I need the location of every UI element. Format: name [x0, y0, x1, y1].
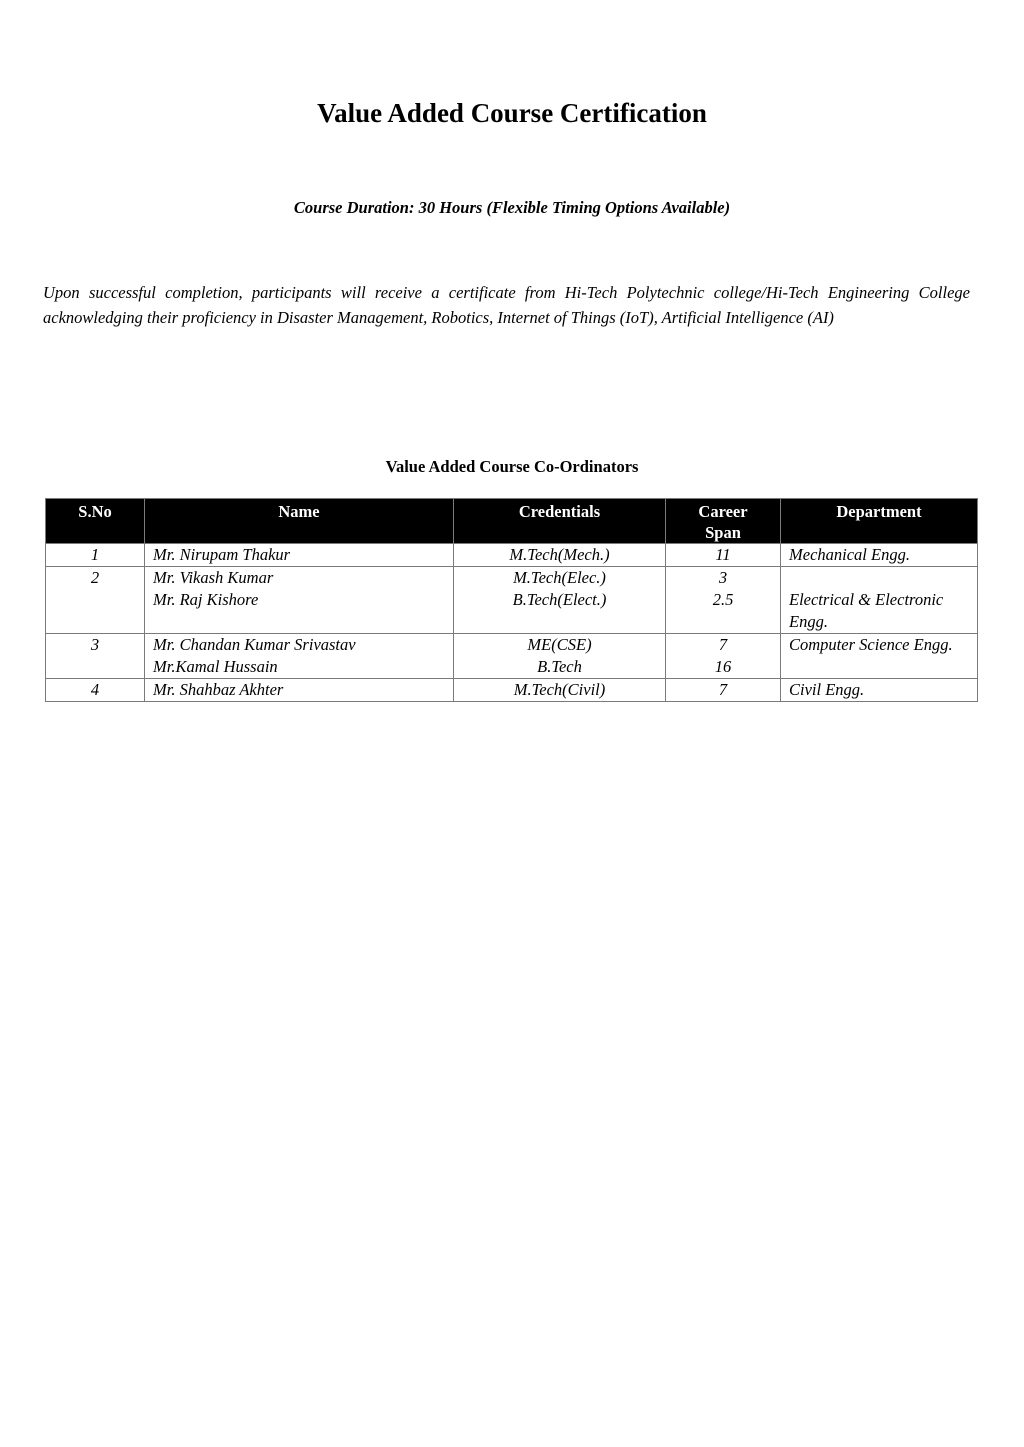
- cell-sno: 4: [46, 679, 145, 702]
- course-duration: Course Duration: 30 Hours (Flexible Timing Options Available): [293, 198, 731, 217]
- cell-name: [145, 634, 454, 679]
- coordinator-name: Mr. Raj Kishore: [153, 590, 259, 609]
- coordinator-career-span: 16: [714, 657, 732, 676]
- intro-paragraph: Upon successful completion, participants will receive a certificate from Hi-Tech Polytechnic college/Hi-Tech Engineering College acknowledging their proficiency in Disaster Management, Robotics, Internet of Things (IoT), Artificial Intelligence (AI): [43, 283, 970, 327]
- cell-sno: 1: [46, 544, 145, 567]
- column-header-department: Department: [781, 499, 978, 544]
- coordinator-credentials: M.Tech(Elec.): [513, 568, 606, 587]
- coordinators-heading: Value Added Course Co-Ordinators: [385, 457, 639, 476]
- department-line: Computer Science Engg.: [789, 635, 953, 654]
- column-header-name: Name: [145, 499, 454, 544]
- cell-department: [781, 679, 978, 702]
- cell-career-span: [666, 544, 781, 567]
- coordinator-credentials: M.Tech(Mech.): [509, 545, 610, 564]
- cell-career-span: [666, 567, 781, 634]
- coordinator-name: Mr.Kamal Hussain: [153, 657, 278, 676]
- cell-department: [781, 567, 978, 634]
- cell-credentials: [454, 634, 666, 679]
- column-header-credentials: Credentials: [454, 499, 666, 544]
- cell-name: [145, 544, 454, 567]
- coordinator-name: Mr. Vikash Kumar: [153, 568, 274, 587]
- cell-sno: 3: [46, 634, 145, 679]
- column-header-sno: S.No: [46, 499, 145, 544]
- department-line: Civil Engg.: [789, 680, 865, 699]
- coordinator-career-span: 11: [715, 545, 731, 564]
- coordinator-credentials: B.Tech: [537, 657, 582, 676]
- coordinator-career-span: 3: [718, 568, 728, 587]
- department-line: Mechanical Engg.: [789, 545, 910, 564]
- page-title: Value Added Course Certification: [317, 98, 707, 128]
- cell-credentials: [454, 679, 666, 702]
- coordinator-career-span: 2.5: [712, 590, 734, 609]
- table-row: [46, 679, 978, 702]
- cell-credentials: [454, 567, 666, 634]
- coordinator-name: Mr. Shahbaz Akhter: [153, 680, 284, 699]
- column-header-career-span: [666, 499, 781, 544]
- table-row: [46, 567, 978, 634]
- coordinator-name: Mr. Chandan Kumar Srivastav: [153, 635, 356, 654]
- cell-sno: 2: [46, 567, 145, 634]
- column-header-career-span-line2: Span: [705, 523, 741, 542]
- table-header-row: [46, 499, 978, 544]
- table-row: [46, 634, 978, 679]
- department-line: Electrical & Electronic Engg.: [789, 590, 944, 631]
- coordinator-career-span: 7: [718, 635, 728, 654]
- coordinator-credentials: B.Tech(Elect.): [512, 590, 607, 609]
- cell-department: [781, 634, 978, 679]
- cell-credentials: [454, 544, 666, 567]
- cell-career-span: [666, 634, 781, 679]
- coordinators-table: [45, 498, 978, 702]
- cell-name: [145, 567, 454, 634]
- column-header-career-span-line1: Career: [698, 502, 748, 521]
- department-line: [789, 567, 969, 589]
- coordinator-name: Mr. Nirupam Thakur: [153, 545, 291, 564]
- table-row: [46, 544, 978, 567]
- cell-name: [145, 679, 454, 702]
- coordinator-credentials: ME(CSE): [527, 635, 592, 654]
- coordinator-career-span: 7: [718, 680, 728, 699]
- coordinator-credentials: M.Tech(Civil): [513, 680, 606, 699]
- cell-career-span: [666, 679, 781, 702]
- cell-department: [781, 544, 978, 567]
- department-line: [789, 656, 969, 678]
